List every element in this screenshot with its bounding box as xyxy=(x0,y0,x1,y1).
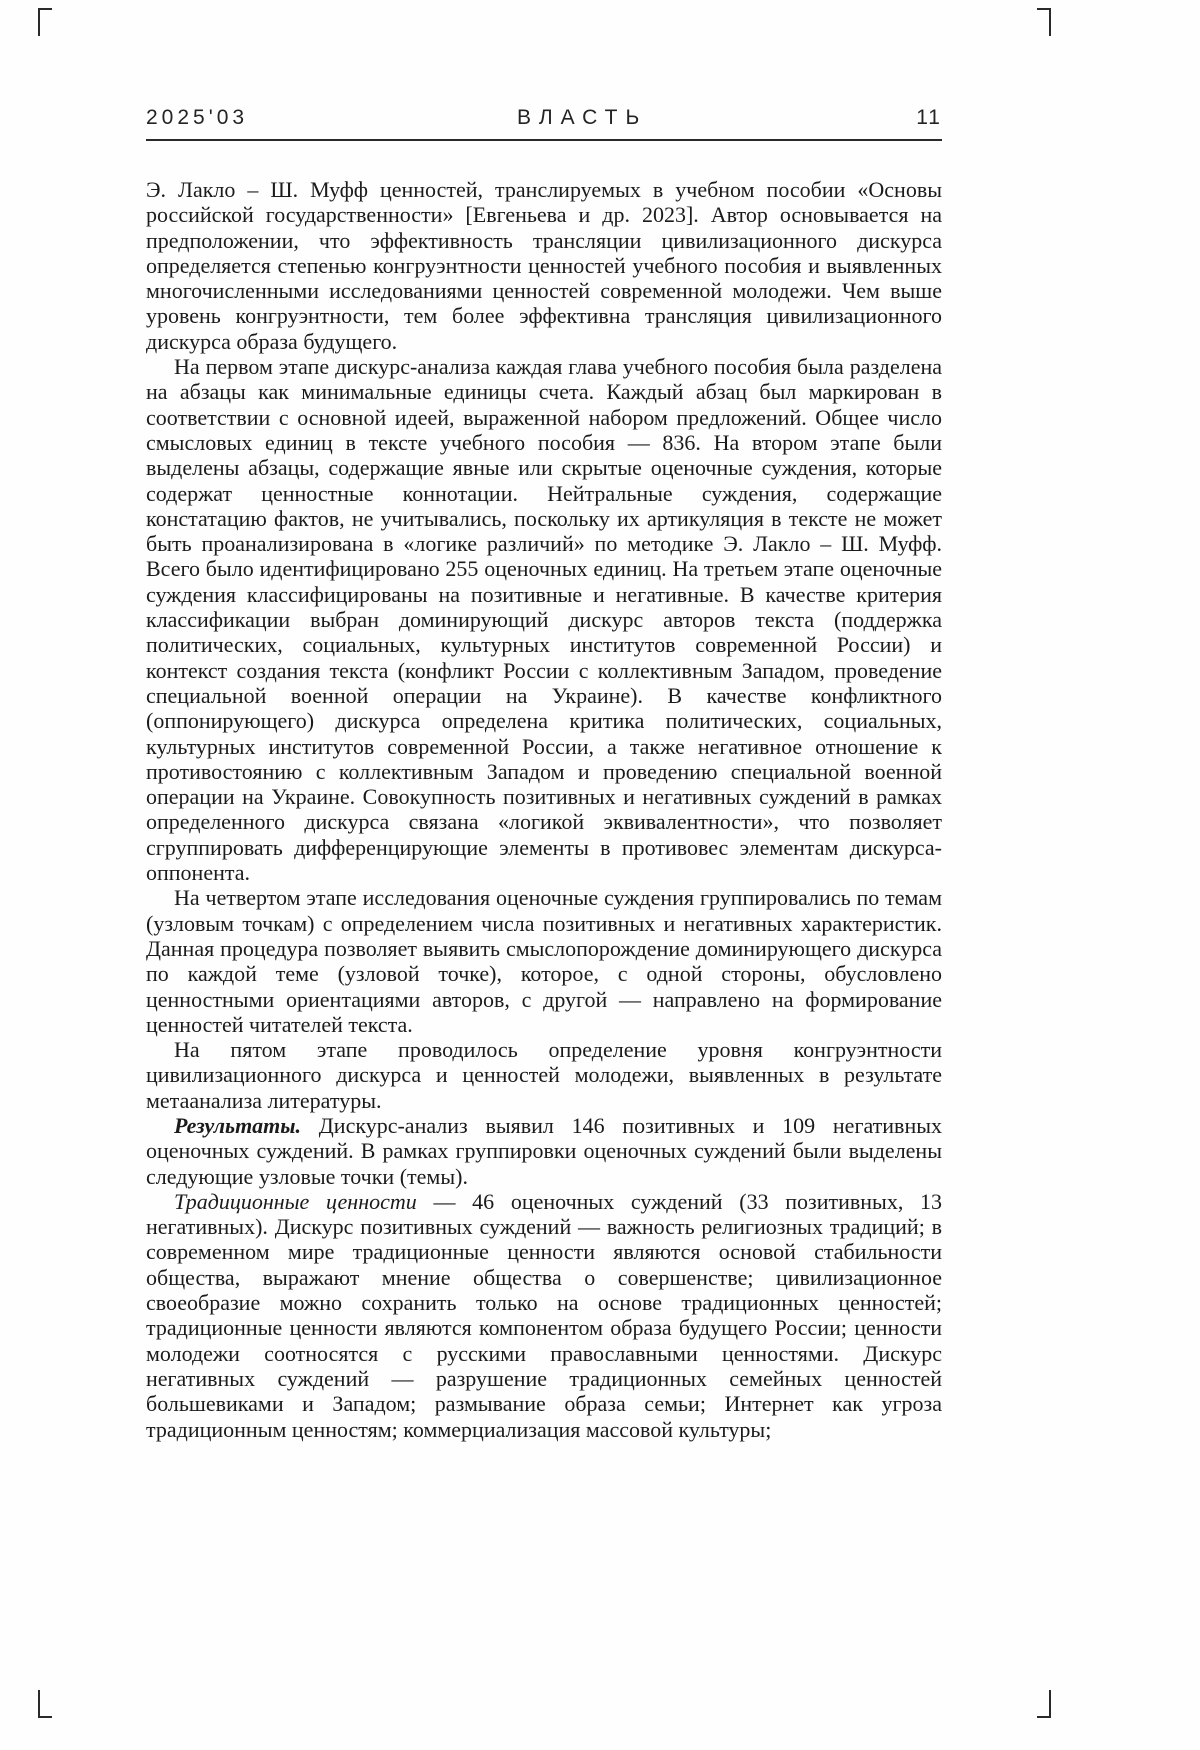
paragraph-continuation: Э. Лакло – Ш. Муфф ценностей, транслируемых в учебном пособии «Основы российской государственности» [Евгеньева и др. 2023]. Автор основывается на предположении, что эффективность трансляции цивилизационного дискурса определяется степенью конгруэнтности ценностей учебного пособия и выявленных многочисленными исследованиями ценностей современной молодежи. Чем выше уровень конгруэнтности, тем более эффективна трансляция цивилизационного дискурса образа будущего. xyxy=(146,177,942,354)
journal-title: ВЛАСТЬ xyxy=(517,106,648,129)
results-text: Дискурс-анализ выявил 146 позитивных и 109 негативных оценочных суждений. В рамках группировки оценочных суждений были выделены следующие узловые точки (темы). xyxy=(146,1112,942,1189)
paragraph-stage-one: На первом этапе дискурс-анализа каждая глава учебного пособия была разделена на абзацы как минимальные единицы счета. Каждый абзац был маркирован в соответствии с основной идеей, выраженной набором предложений. Общее число смысловых единиц в тексте учебного пособия — 836. На втором этапе были выделены абзацы, содержащие явные или скрытые оценочные суждения, которые содержат ценностные коннотации. Нейтральные суждения, содержащие констатацию фактов, не учитывались, поскольку их артикуляция в тексте не может быть проанализирована в «логике различий» по методике Э. Лакло – Ш. Муфф. Всего было идентифицировано 255 оценочных единиц. На третьем этапе оценочные суждения классифицированы на позитивные и негативные. В качестве критерия классификации выбран доминирующий дискурс авторов текста (поддержка политических, социальных, культурных институтов современной России) и контекст создания текста (конфликт России с коллективным Западом, проведение специальной военной операции на Украине). В качестве конфликтного (оппонирующего) дискурса определена критика политических, социальных, культурных институтов современной России, а также негативное отношение к противостоянию с коллективным Западом и проведению специальной военной операции на Украине. Совокупность позитивных и негативных суждений в рамках определенного дискурса связана «логикой эквивалентности», что позволяет сгруппировать дифференцирующие элементы в противовес элементам дискурса-оппонента. xyxy=(146,354,942,886)
page-content xyxy=(146,106,942,1442)
crop-mark-bottom-right xyxy=(1037,1690,1051,1718)
crop-mark-bottom-left xyxy=(38,1690,52,1718)
paragraph-traditional-values xyxy=(146,1189,942,1442)
running-head xyxy=(146,106,942,130)
article-body xyxy=(146,177,942,1442)
issue-label: 2025'03 xyxy=(146,106,249,129)
crop-mark-top-left xyxy=(38,8,52,36)
traditional-values-lead: Традиционные ценности xyxy=(174,1188,417,1214)
results-lead: Результаты. xyxy=(174,1112,302,1138)
paragraph-results xyxy=(146,1113,942,1189)
crop-mark-top-right xyxy=(1037,8,1051,36)
header-rule xyxy=(146,139,942,141)
paragraph-stage-five: На пятом этапе проводилось определение уровня конгруэнтности цивилизационного дискурса и ценностей молодежи, выявленных в результате метаанализа литературы. xyxy=(146,1037,942,1113)
page-number: 11 xyxy=(916,106,942,129)
paragraph-stage-four: На четвертом этапе исследования оценочные суждения группировались по темам (узловым точкам) с определением числа позитивных и негативных характеристик. Данная процедура позволяет выявить смыслопорождение доминирующего дискурса по каждой теме (узловой точке), которое, с одной стороны, обусловлено ценностными ориентациями авторов, с другой — направлено на формирование ценностей читателей текста. xyxy=(146,885,942,1037)
traditional-values-text: — 46 оценочных суждений (33 позитивных, 13 негативных). Дискурс позитивных суждений — важность религиозных традиций; в современном мире традиционные ценности являются основой стабильности общества, выражают мнение общества о совершенстве; цивилизационное своеобразие можно сохранить только на основе традиционных ценностей; традиционные ценности являются компонентом образа будущего России; ценности молодежи соотносятся с русскими православными ценностями. Дискурс негативных суждений — разрушение традиционных семейных ценностей большевиками и Западом; размывание образа семьи; Интернет как угроза традиционным ценностям; коммерциализация массовой культуры; xyxy=(146,1188,943,1442)
